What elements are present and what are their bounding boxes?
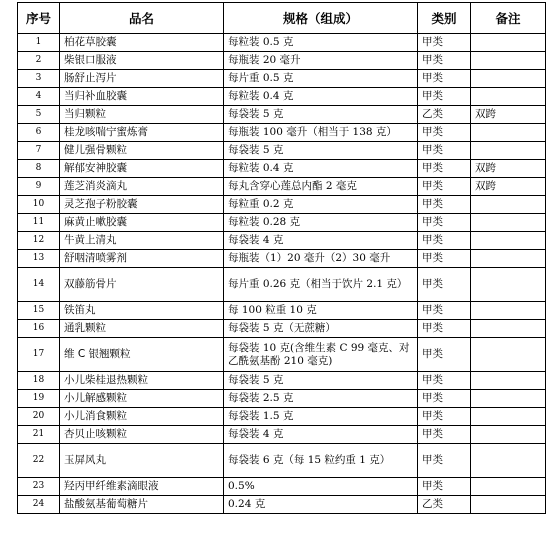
cell-spec: 每袋装 5 克 [224, 372, 418, 390]
cell-no: 5 [18, 106, 60, 124]
cell-spec: 每粒装 0.5 克 [224, 34, 418, 52]
cell-category: 甲类 [418, 338, 471, 372]
cell-no: 11 [18, 214, 60, 232]
table-row [18, 372, 546, 390]
cell-no: 12 [18, 232, 60, 250]
cell-name: 灵芝孢子粉胶囊 [60, 196, 224, 214]
cell-category: 甲类 [418, 142, 471, 160]
cell-spec: 每粒装 0.4 克 [224, 160, 418, 178]
table-row [18, 232, 546, 250]
cell-note: 双跨 [471, 178, 546, 196]
cell-spec: 每瓶装 100 毫升（相当于 138 克） [224, 124, 418, 142]
cell-category: 甲类 [418, 124, 471, 142]
cell-no: 10 [18, 196, 60, 214]
cell-category: 乙类 [418, 496, 471, 514]
table-row [18, 106, 546, 124]
cell-note [471, 390, 546, 408]
cell-name: 舒咽清喷雾剂 [60, 250, 224, 268]
table-row [18, 142, 546, 160]
cell-spec: 每粒重 0.2 克 [224, 196, 418, 214]
cell-spec: 每袋装 1.5 克 [224, 408, 418, 426]
cell-category: 甲类 [418, 214, 471, 232]
cell-note [471, 338, 546, 372]
table-row [18, 214, 546, 232]
cell-category: 甲类 [418, 478, 471, 496]
cell-no: 20 [18, 408, 60, 426]
cell-name: 杏贝止咳颗粒 [60, 426, 224, 444]
cell-name: 麻黄止嗽胶囊 [60, 214, 224, 232]
cell-no: 17 [18, 338, 60, 372]
table-row [18, 268, 546, 302]
header-no: 序号 [18, 3, 60, 34]
table-row [18, 88, 546, 106]
cell-note [471, 52, 546, 70]
cell-note [471, 70, 546, 88]
table-row [18, 124, 546, 142]
cell-no: 2 [18, 52, 60, 70]
cell-no: 14 [18, 268, 60, 302]
cell-spec: 每片重 0.26 克（相当于饮片 2.1 克） [224, 268, 418, 302]
cell-note [471, 88, 546, 106]
cell-name: 盐酸氨基葡萄糖片 [60, 496, 224, 514]
cell-name: 莲芝消炎滴丸 [60, 178, 224, 196]
cell-note [471, 302, 546, 320]
cell-no: 21 [18, 426, 60, 444]
cell-category: 甲类 [418, 52, 471, 70]
cell-note [471, 426, 546, 444]
table-row [18, 196, 546, 214]
header-row [18, 3, 546, 34]
cell-no: 16 [18, 320, 60, 338]
cell-no: 9 [18, 178, 60, 196]
cell-no: 18 [18, 372, 60, 390]
table-row [18, 160, 546, 178]
cell-note [471, 214, 546, 232]
cell-name: 维 C 银翘颗粒 [60, 338, 224, 372]
header-name: 品名 [60, 3, 224, 34]
cell-name: 通乳颗粒 [60, 320, 224, 338]
cell-spec: 每丸含穿心莲总内酯 2 毫克 [224, 178, 418, 196]
table-row [18, 70, 546, 88]
cell-category: 甲类 [418, 232, 471, 250]
cell-name: 小儿解感颗粒 [60, 390, 224, 408]
table-body [18, 34, 546, 514]
cell-name: 当归补血胶囊 [60, 88, 224, 106]
cell-note [471, 372, 546, 390]
cell-spec: 每袋装 6 克（每 15 粒约重 1 克） [224, 444, 418, 478]
cell-no: 7 [18, 142, 60, 160]
cell-spec: 0.24 克 [224, 496, 418, 514]
cell-no: 23 [18, 478, 60, 496]
cell-note [471, 232, 546, 250]
cell-no: 8 [18, 160, 60, 178]
cell-spec: 每袋装 4 克 [224, 232, 418, 250]
cell-category: 甲类 [418, 88, 471, 106]
cell-spec: 每袋装 4 克 [224, 426, 418, 444]
table-row [18, 52, 546, 70]
cell-name: 牛黄上清丸 [60, 232, 224, 250]
cell-note [471, 124, 546, 142]
table-row [18, 390, 546, 408]
cell-note: 双跨 [471, 106, 546, 124]
cell-category: 甲类 [418, 444, 471, 478]
table-row [18, 250, 546, 268]
cell-name: 铁笛丸 [60, 302, 224, 320]
cell-note [471, 268, 546, 302]
table-row [18, 320, 546, 338]
cell-no: 4 [18, 88, 60, 106]
table-row [18, 178, 546, 196]
table-row [18, 338, 546, 372]
cell-no: 19 [18, 390, 60, 408]
table-row [18, 444, 546, 478]
cell-no: 13 [18, 250, 60, 268]
cell-name: 健儿强骨颗粒 [60, 142, 224, 160]
cell-spec: 每瓶装 20 毫升 [224, 52, 418, 70]
header-category: 类别 [418, 3, 471, 34]
cell-name: 柏花草胶囊 [60, 34, 224, 52]
table-row [18, 34, 546, 52]
cell-spec: 每袋装 5 克（无蔗糖） [224, 320, 418, 338]
cell-category: 甲类 [418, 34, 471, 52]
cell-note [471, 478, 546, 496]
cell-category: 甲类 [418, 70, 471, 88]
cell-note [471, 444, 546, 478]
cell-category: 乙类 [418, 106, 471, 124]
cell-spec: 每袋装 10 克(含维生素 C 99 毫克、对乙酰氨基酚 210 毫克) [224, 338, 418, 372]
cell-category: 甲类 [418, 302, 471, 320]
cell-no: 1 [18, 34, 60, 52]
header-note: 备注 [471, 3, 546, 34]
cell-no: 22 [18, 444, 60, 478]
table-row [18, 478, 546, 496]
cell-note [471, 34, 546, 52]
cell-name: 羟丙甲纤维素滴眼液 [60, 478, 224, 496]
cell-spec: 每粒装 0.4 克 [224, 88, 418, 106]
cell-note [471, 408, 546, 426]
cell-category: 甲类 [418, 372, 471, 390]
cell-name: 解郁安神胶囊 [60, 160, 224, 178]
cell-name: 玉屏风丸 [60, 444, 224, 478]
cell-spec: 每 100 粒重 10 克 [224, 302, 418, 320]
cell-name: 当归颗粒 [60, 106, 224, 124]
cell-spec: 0.5% [224, 478, 418, 496]
cell-spec: 每瓶装（1）20 毫升（2）30 毫升 [224, 250, 418, 268]
cell-name: 双藤筋骨片 [60, 268, 224, 302]
cell-no: 3 [18, 70, 60, 88]
cell-category: 甲类 [418, 160, 471, 178]
cell-spec: 每袋装 5 克 [224, 142, 418, 160]
table-row [18, 408, 546, 426]
cell-note [471, 196, 546, 214]
table-row [18, 496, 546, 514]
cell-spec: 每粒装 0.28 克 [224, 214, 418, 232]
cell-category: 甲类 [418, 426, 471, 444]
header-spec: 规格（组成） [224, 3, 418, 34]
cell-note [471, 142, 546, 160]
drug-catalog-table [17, 2, 546, 514]
cell-category: 甲类 [418, 320, 471, 338]
cell-note [471, 250, 546, 268]
cell-category: 甲类 [418, 196, 471, 214]
table-row [18, 426, 546, 444]
cell-spec: 每袋装 5 克 [224, 106, 418, 124]
cell-category: 甲类 [418, 390, 471, 408]
cell-category: 甲类 [418, 250, 471, 268]
cell-name: 小儿柴桂退热颗粒 [60, 372, 224, 390]
table-header [18, 3, 546, 34]
cell-note [471, 320, 546, 338]
cell-category: 甲类 [418, 268, 471, 302]
cell-note [471, 496, 546, 514]
cell-category: 甲类 [418, 408, 471, 426]
cell-spec: 每袋装 2.5 克 [224, 390, 418, 408]
cell-name: 柴银口服液 [60, 52, 224, 70]
cell-name: 小儿消食颗粒 [60, 408, 224, 426]
cell-category: 甲类 [418, 178, 471, 196]
cell-name: 桂龙咳喘宁蜜炼膏 [60, 124, 224, 142]
table-row [18, 302, 546, 320]
cell-no: 6 [18, 124, 60, 142]
cell-no: 24 [18, 496, 60, 514]
cell-spec: 每片重 0.5 克 [224, 70, 418, 88]
cell-no: 15 [18, 302, 60, 320]
cell-note: 双跨 [471, 160, 546, 178]
cell-name: 肠舒止泻片 [60, 70, 224, 88]
